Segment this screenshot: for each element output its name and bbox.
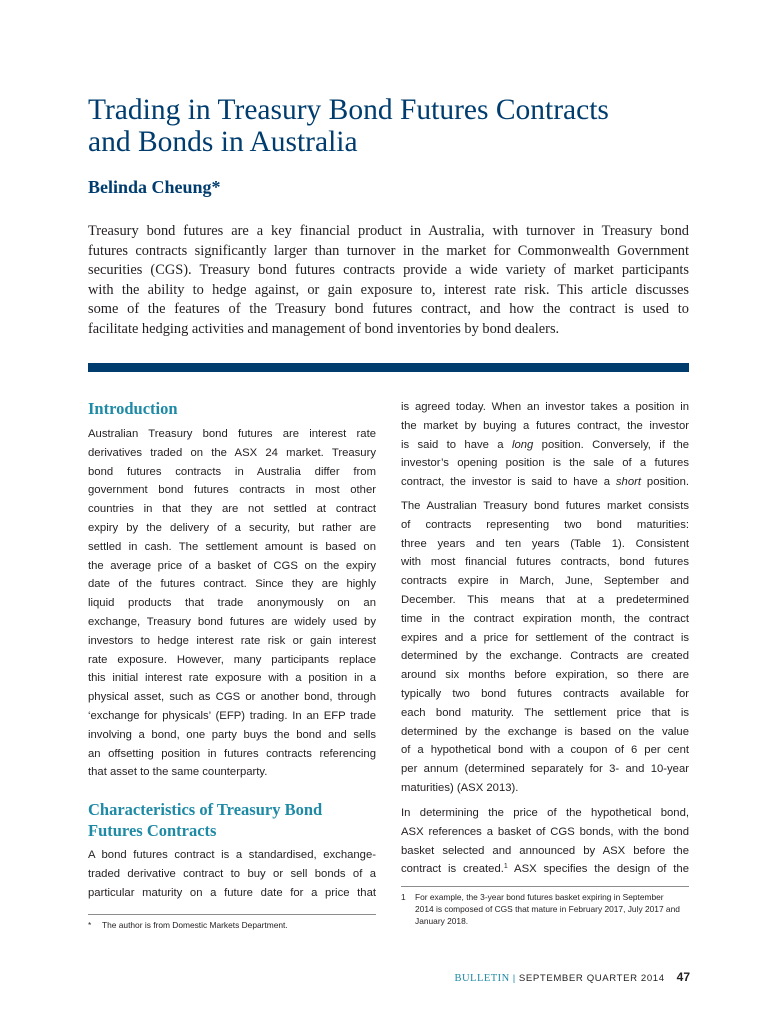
- characteristics-heading: [88, 799, 322, 841]
- heading-line: Characteristics of Treasury Bond: [88, 800, 323, 819]
- text-line: time in the contract expiration month, the contract: [401, 612, 689, 625]
- text-segment: position. Conversely, if the: [541, 438, 690, 451]
- footnote-number: 1: [401, 892, 406, 902]
- text-line: ASX references a basket of CGS bonds, with the bond: [401, 825, 689, 838]
- text-line: involving a bond, one party buys the bond and sells: [88, 728, 376, 741]
- text-line: [401, 860, 689, 879]
- text-line: of a hypothetical bond with a coupon of 6 per cent: [401, 744, 689, 757]
- text-line: traded derivative contract to buy or sell bonds of a: [88, 867, 376, 880]
- text-line: around six months before expiration, so there are: [401, 669, 689, 682]
- text-line: maturities) (ASX 2013).: [401, 781, 519, 794]
- characteristics-paragraph: [88, 846, 376, 902]
- text-line: this initial interest rate exposure with a position in a: [88, 672, 376, 685]
- text-line: [401, 473, 689, 492]
- text-segment: ASX specifies the design of the: [514, 863, 689, 876]
- abstract-line: facilitate hedging activities and management of bond inventories by bond dealers.: [88, 320, 560, 337]
- text-line: December. This means that at a predetermined: [401, 593, 689, 606]
- text-line: is agreed today. When an investor takes a position in: [401, 401, 689, 413]
- footnote-line: For example, the 3-year bond futures basket expiring in September: [415, 892, 664, 902]
- footnote-line: January 2018.: [415, 916, 469, 926]
- heading-line: Futures Contracts: [88, 821, 217, 840]
- text-line: three years and ten years (Table 1). Consistent: [401, 537, 689, 550]
- text-line: with most financial futures contracts, bond futures: [401, 556, 689, 569]
- emphasis-long: long: [511, 438, 534, 451]
- text-line: of contracts representing two bond maturities:: [401, 518, 689, 531]
- introduction-heading: Introduction: [88, 399, 178, 418]
- section-divider: [88, 363, 689, 372]
- article-title: [88, 94, 688, 158]
- text-line: liquid products that trade anonymously on an: [88, 597, 376, 610]
- text-line: contracts expire in March, June, September and: [401, 575, 689, 588]
- publication-name: BULLETIN: [454, 973, 510, 984]
- text-line: basket selected and announced by ASX before the: [401, 844, 689, 857]
- footnote-divider: [88, 914, 376, 915]
- text-line: ‘exchange for physicals’ (EFP) trading. In an EFP trade: [88, 709, 376, 722]
- abstract-line: futures contracts significantly larger than turnover in the market for Commonwealth Government: [88, 242, 689, 259]
- abstract-line: Treasury bond futures are a key financial product in Australia, with turnover in Treasury bond: [88, 223, 689, 239]
- text-line: bond futures contracts in Australia differ from: [88, 465, 376, 478]
- text-line: an offsetting position in futures contracts referencing: [88, 747, 376, 760]
- introduction-paragraph: [88, 425, 376, 782]
- abstract-line: some of the features of the Treasury bond futures contract, and how the contract is used to: [88, 301, 689, 318]
- author-footnote: [88, 919, 376, 933]
- text-line: the market by buying a futures contract, the investor: [401, 419, 689, 432]
- abstract-line: securities (CGS). Treasury bond futures contracts provide a wide variety of market participants: [88, 262, 689, 279]
- text-line: investors to hedge interest rate risk or gain interest: [88, 634, 376, 647]
- footnote-text: [415, 891, 690, 927]
- title-line: and Bonds in Australia: [88, 126, 358, 158]
- page-number: 47: [676, 970, 690, 984]
- footnote-divider: [401, 886, 689, 887]
- text-line: physical asset, such as CGS or another bond, through: [88, 691, 376, 704]
- footnote-text: The author is from Domestic Markets Department.: [102, 920, 288, 930]
- text-line: A bond futures contract is a standardised, exchange-: [88, 849, 376, 861]
- page-footer: [454, 970, 690, 984]
- text-line: determined by the exchange. Contracts are created: [401, 650, 689, 663]
- text-segment: contract, the investor is said to have a: [401, 476, 610, 489]
- text-line: that asset to the same counterparty.: [88, 766, 268, 779]
- text-line: rate exposure. However, many participants replace: [88, 653, 376, 666]
- market-structure-paragraph: [401, 497, 689, 798]
- footnote-reference: 1: [503, 863, 508, 871]
- text-line: investor’s opening position is the sale of a futures: [401, 457, 689, 470]
- text-line: the average price of a basket of CGS on the expiry: [88, 559, 376, 572]
- text-segment: contract is created.: [401, 863, 504, 876]
- text-line: government bond futures contracts in most other: [88, 484, 376, 497]
- text-line: exchange, Treasury bond futures are widely used by: [88, 615, 376, 628]
- text-line: expiry by the delivery of a security, but rather are: [88, 521, 376, 534]
- text-line: each bond maturity. The settlement price that is: [401, 706, 689, 719]
- text-line: settled in cash. The settlement amount is based on: [88, 540, 376, 553]
- footnote-marker: *: [88, 920, 92, 930]
- text-line: [401, 436, 689, 455]
- text-line: date of the futures contract. Since they are highly: [88, 578, 376, 591]
- footnote-line: 2014 is composed of CGS that mature in February 2017, July 2017 and: [415, 904, 680, 914]
- text-line: particular maturity on a future date for a price that: [88, 886, 376, 899]
- issue-label: SEPTEMBER QUARTER 2014: [518, 973, 665, 984]
- contract-position-paragraph: [401, 398, 689, 492]
- text-line: per annum (determined separately for 3- and 10-year: [401, 763, 689, 776]
- text-line: typically two bond futures contracts available for: [401, 687, 689, 700]
- text-segment: position.: [646, 476, 689, 489]
- text-line: expires and a price for settlement of the contract is: [401, 631, 689, 644]
- abstract: [88, 222, 689, 340]
- emphasis-short: short: [615, 476, 642, 489]
- text-segment: is said to have a: [401, 438, 504, 451]
- text-line: countries in that they are not settled at contract: [88, 503, 376, 516]
- abstract-line: with the ability to hedge against, or gain exposure to, interest rate risk. This article discusses: [88, 281, 689, 298]
- footer-separator: |: [512, 973, 516, 984]
- text-line: determined by the exchange is based on the value: [401, 725, 689, 738]
- text-line: derivatives traded on the ASX 24 market. Treasury: [88, 446, 376, 459]
- text-line: Australian Treasury bond futures are interest rate: [88, 428, 376, 440]
- hypothetical-bond-paragraph: [401, 804, 689, 879]
- text-line: The Australian Treasury bond futures market consists: [401, 500, 689, 512]
- author-name: Belinda Cheung*: [88, 177, 221, 197]
- title-line: Trading in Treasury Bond Futures Contracts: [88, 94, 609, 126]
- text-line: In determining the price of the hypothetical bond,: [401, 807, 689, 819]
- footnote-1: [401, 891, 689, 931]
